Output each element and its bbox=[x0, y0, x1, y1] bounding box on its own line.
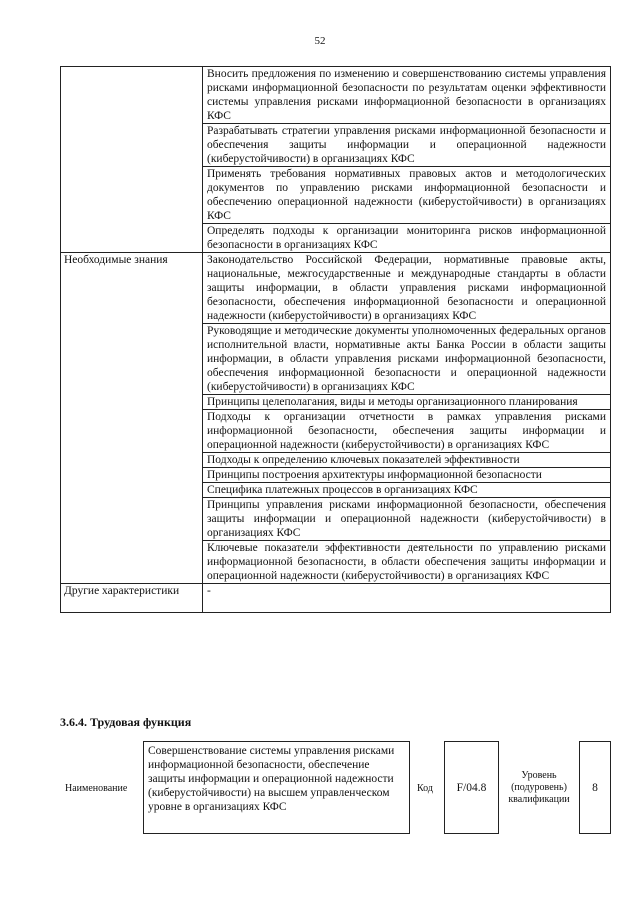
row-label-cell bbox=[61, 67, 203, 253]
knowledge-cell: Ключевые показатели эффективности деятельности по управлению рисками информационной безопасности, в области обеспечения защиты информации и операционной надежности (киберустойчивости) в организациях КФС bbox=[203, 541, 611, 584]
qualification-level-box bbox=[579, 741, 611, 834]
knowledge-cell: Принципы управления рисками информационной безопасности, обеспечения защиты информации и операционной надежности (киберустойчивости) в организациях КФС bbox=[203, 498, 611, 541]
knowledge-cell: Руководящие и методические документы уполномоченных федеральных органов исполнительной власти, нормативные акты Банка России в области защиты информации, в области управления рисками информационной безопасности, обеспечения информационной безопасности и операционной надежности (киберустойчивости) в организациях КФС bbox=[203, 324, 611, 395]
skill-cell: Определять подходы к организации мониторинга рисков информационной безопасности в организациях КФС bbox=[203, 224, 611, 253]
table-row bbox=[61, 67, 611, 124]
table-row bbox=[61, 253, 611, 324]
skill-cell: Вносить предложения по изменению и совершенствованию системы управления рисками информационной безопасности по результатам оценки эффективности системы управления рисками информационной безопасности в организациях КФС bbox=[203, 67, 611, 124]
knowledge-cell: Подходы к организации отчетности в рамках управления рисками информационной безопасности, обеспечения защиты информации и операционной надежности (киберустойчивости) в организациях КФС bbox=[203, 410, 611, 453]
qualification-level-value: 8 bbox=[592, 781, 598, 794]
function-name-box: Совершенствование системы управления рисками информационной безопасности, обеспечение защиты информации и операционной надежности (киберустойчивости) на высшем управленческом уровне в организациях КФС bbox=[143, 741, 410, 834]
qualification-level-label: Уровень (подуровень) квалификации bbox=[508, 770, 570, 805]
knowledge-cell: Специфика платежных процессов в организациях КФС bbox=[203, 483, 611, 498]
knowledge-skills-table bbox=[60, 66, 611, 613]
knowledge-cell: Принципы целеполагания, виды и методы организационного планирования bbox=[203, 395, 611, 410]
name-label: Наименование bbox=[65, 783, 128, 794]
knowledge-cell: Подходы к определению ключевых показателей эффективности bbox=[203, 453, 611, 468]
page-number: 52 bbox=[314, 35, 326, 47]
other-characteristics-value: - bbox=[203, 584, 611, 613]
required-knowledge-label: Необходимые знания bbox=[61, 253, 203, 584]
skill-cell: Разрабатывать стратегии управления рисками информационной безопасности и обеспечения защиты информации и операционной надежности (киберустойчивости) в организациях КФС bbox=[203, 124, 611, 167]
knowledge-cell: Законодательство Российской Федерации, нормативные правовые акты, национальные, межгосударственные и международные стандарты в области защиты информации, в области управления рисками информационной безопасности, обеспечения информационной безопасности и операционной надежности (киберустойчивости) в организациях КФС bbox=[203, 253, 611, 324]
section-title: 3.6.4. Трудовая функция bbox=[60, 715, 192, 729]
code-label: Код bbox=[417, 783, 433, 794]
table-row bbox=[61, 584, 611, 613]
function-code-box bbox=[444, 741, 499, 834]
skill-cell: Применять требования нормативных правовых актов и методологических документов по управлению рисками информационной безопасности и обеспечению операционной надежности (киберустойчивости) в организациях КФС bbox=[203, 167, 611, 224]
knowledge-cell: Принципы построения архитектуры информационной безопасности bbox=[203, 468, 611, 483]
other-characteristics-label: Другие характеристики bbox=[61, 584, 203, 613]
function-code-value: F/04.8 bbox=[456, 781, 487, 794]
